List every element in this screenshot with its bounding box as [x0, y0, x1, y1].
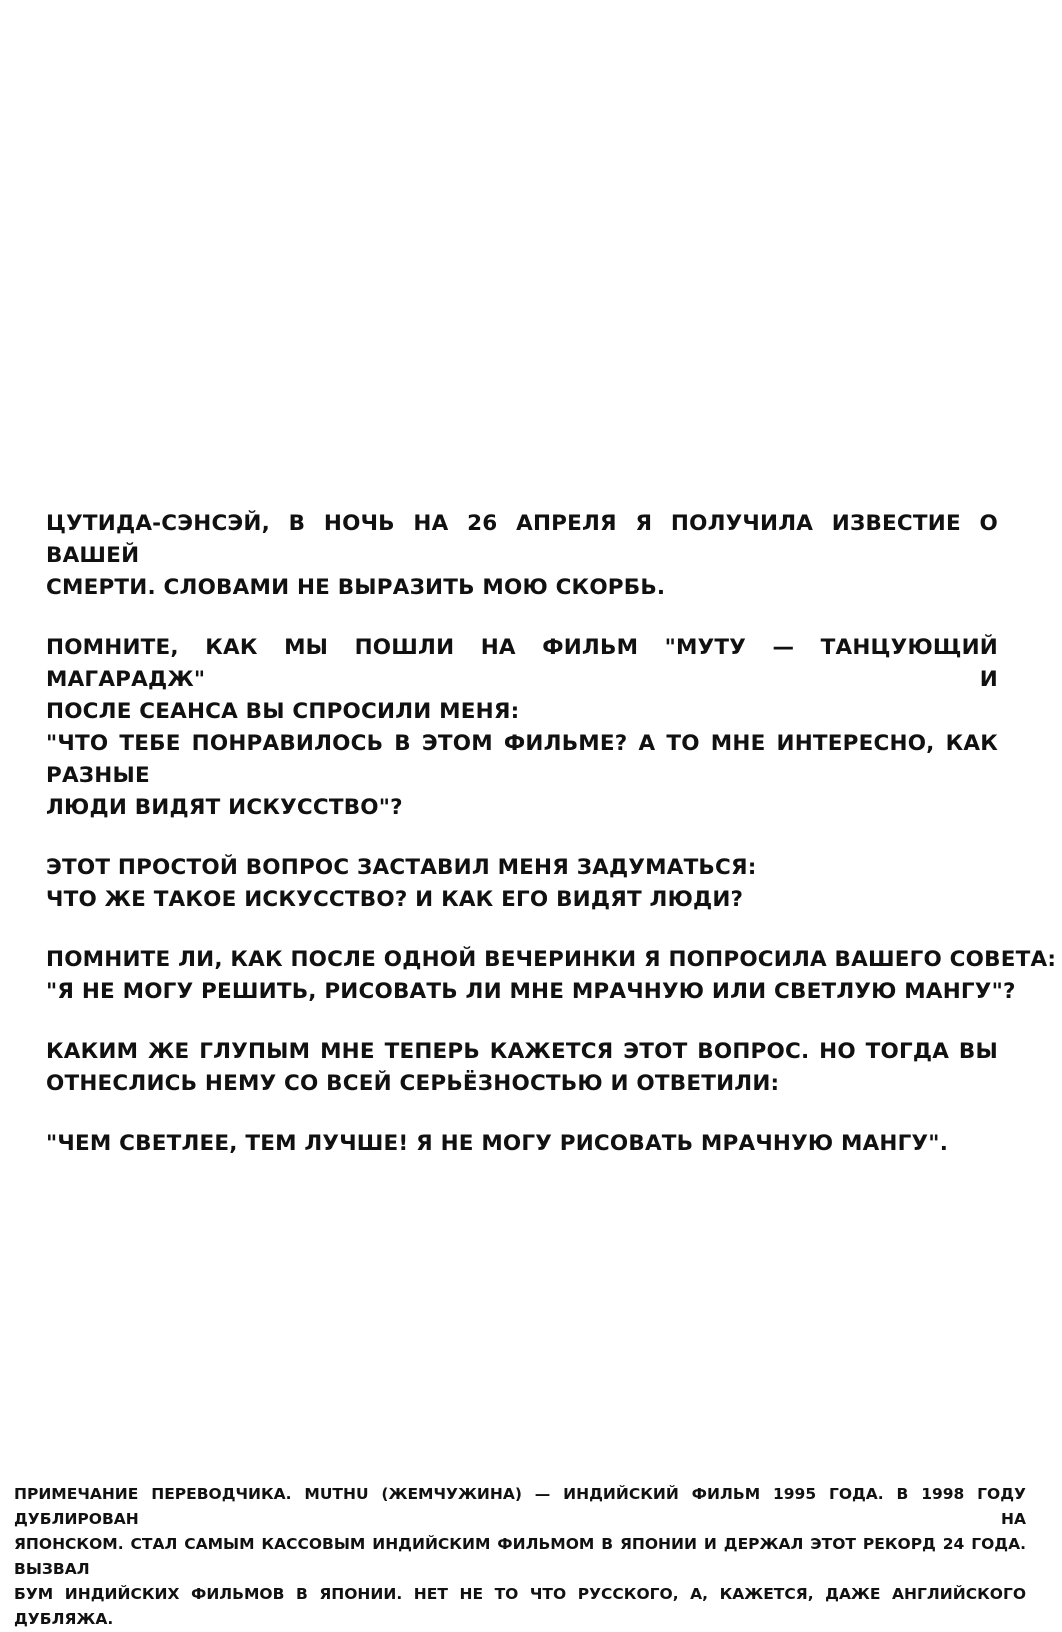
letter-line: КАКИМ ЖЕ ГЛУПЫМ МНЕ ТЕПЕРЬ КАЖЕТСЯ ЭТОТ ВОПРОС. НО ТОГДА ВЫ: [46, 1039, 998, 1064]
note-line: БУМ ИНДИЙСКИХ ФИЛЬМОВ В ЯПОНИИ. НЕТ НЕ ТО ЧТО РУССКОГО, А, КАЖЕТСЯ, ДАЖЕ АНГЛИЙСКОГО ДУБЛЯЖА.: [14, 1585, 1026, 1628]
paragraph-3: [46, 852, 998, 916]
letter-line: ЧТО ЖЕ ТАКОЕ ИСКУССТВО? И КАК ЕГО ВИДЯТ ЛЮДИ?: [46, 887, 744, 912]
note-line: ЯПОНСКОМ. СТАЛ САМЫМ КАССОВЫМ ИНДИЙСКИМ ФИЛЬМОМ В ЯПОНИИ И ДЕРЖАЛ ЭТОТ РЕКОРД 24 ГОДА. ВЫЗВАЛ: [14, 1535, 1026, 1578]
letter-line: ПОМНИТЕ ЛИ, КАК ПОСЛЕ ОДНОЙ ВЕЧЕРИНКИ Я ПОПРОСИЛА ВАШЕГО СОВЕТА:: [46, 947, 1057, 972]
paragraph-4: [46, 944, 1057, 1008]
letter-text: [46, 508, 1057, 1188]
letter-line: ЛЮДИ ВИДЯТ ИСКУССТВО"?: [46, 795, 403, 820]
letter-line: ЭТОТ ПРОСТОЙ ВОПРОС ЗАСТАВИЛ МЕНЯ ЗАДУМАТЬСЯ:: [46, 855, 757, 880]
paragraph-1: [46, 508, 998, 604]
note-line: ПРИМЕЧАНИЕ ПЕРЕВОДЧИКА. MUTHU (ЖЕМЧУЖИНА) — ИНДИЙСКИЙ ФИЛЬМ 1995 ГОДА. В 1998 ГОДУ ДУБЛИРОВАН НА: [14, 1485, 1026, 1528]
translator-note: [14, 1482, 1026, 1632]
letter-line: "Я НЕ МОГУ РЕШИТЬ, РИСОВАТЬ ЛИ МНЕ МРАЧНУЮ ИЛИ СВЕТЛУЮ МАНГУ"?: [46, 979, 1016, 1004]
letter-line: ПОМНИТЕ, КАК МЫ ПОШЛИ НА ФИЛЬМ "МУТУ — ТАНЦУЮЩИЙ МАГАРАДЖ" И: [46, 635, 998, 692]
letter-line: СМЕРТИ. СЛОВАМИ НЕ ВЫРАЗИТЬ МОЮ СКОРБЬ.: [46, 575, 666, 600]
letter-line: ОТНЕСЛИСЬ НЕМУ СО ВСЕЙ СЕРЬЁЗНОСТЬЮ И ОТВЕТИЛИ:: [46, 1071, 780, 1096]
letter-line: "ЧТО ТЕБЕ ПОНРАВИЛОСЬ В ЭТОМ ФИЛЬМЕ? А ТО МНЕ ИНТЕРЕСНО, КАК РАЗНЫЕ: [46, 731, 998, 788]
letter-line: ПОСЛЕ СЕАНСА ВЫ СПРОСИЛИ МЕНЯ:: [46, 699, 520, 724]
letter-line: ЦУТИДА-СЭНСЭЙ, В НОЧЬ НА 26 АПРЕЛЯ Я ПОЛУЧИЛА ИЗВЕСТИЕ О ВАШЕЙ: [46, 511, 998, 568]
paragraph-2: [46, 632, 998, 824]
letter-line: "ЧЕМ СВЕТЛЕЕ, ТЕМ ЛУЧШЕ! Я НЕ МОГУ РИСОВАТЬ МРАЧНУЮ МАНГУ".: [46, 1131, 949, 1156]
paragraph-6: [46, 1128, 998, 1160]
paragraph-5: [46, 1036, 998, 1100]
